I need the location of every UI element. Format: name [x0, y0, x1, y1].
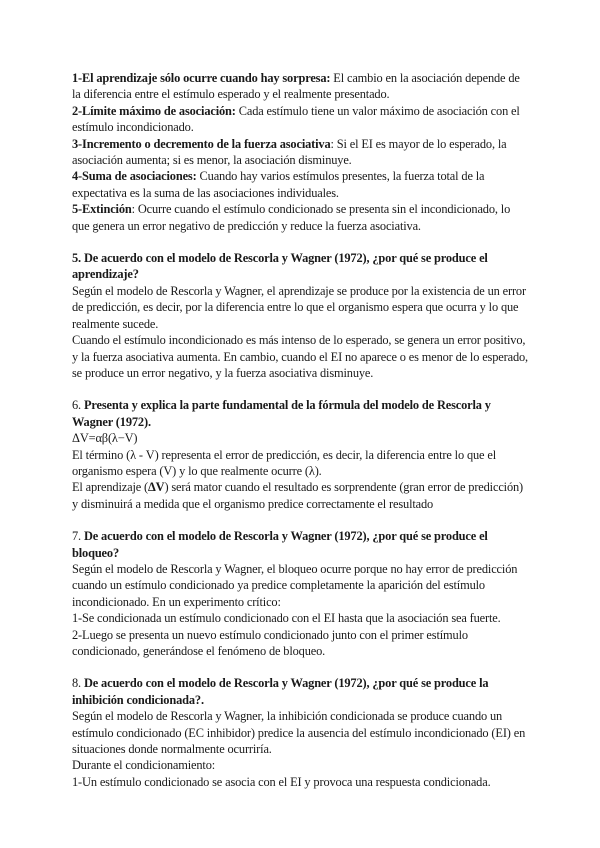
- question-6-title: [72, 397, 530, 430]
- delta-v-term: ΔV: [148, 480, 165, 495]
- principle-1-text: El cambio en la asociación depende de la diferencia entre el estímulo esperado y el realmente presentado.: [72, 71, 520, 102]
- principles-list: [72, 70, 530, 234]
- principle-2-text: Cada estímulo tiene un valor máximo de asociación con el estímulo incondicionado.: [72, 103, 520, 135]
- principle-3-heading: 3-Incremento o decremento de la fuerza asociativa: [72, 136, 331, 151]
- question-6-title-text: Presenta y explica la parte fundamental de la fórmula del modelo de Rescorla y Wagner (1972).: [72, 398, 491, 429]
- question-8-number: 8.: [72, 676, 84, 691]
- question-7-paragraph-3: 2-Luego se presenta un nuevo estímulo condicionado junto con el primer estímulo condicionado, generándose el fenómeno de bloqueo.: [72, 627, 468, 658]
- principle-4: [72, 168, 530, 201]
- question-7-paragraph-2: 1-Se condicionada un estímulo condicionado con el EI hasta que la asociación sea fuerte.: [72, 611, 501, 626]
- question-8-title: [72, 675, 530, 708]
- question-7-number: 7.: [72, 529, 84, 544]
- question-5-paragraph-1: Según el modelo de Rescorla y Wagner, el aprendizaje se produce por la existencia de un error de predicción, es decir, por la diferencia entre lo que el organismo espera que ocurra y lo que realmente sucede.: [72, 283, 526, 331]
- question-6-section: [72, 397, 530, 512]
- question-8-paragraph-1: Según el modelo de Rescorla y Wagner, la inhibición condicionada se produce cuando un estímulo condicionado (EC inhibidor) predice la ausencia del estímulo incondicionado (EI) en situaciones donde normalmente ocurriría.: [72, 709, 526, 757]
- principle-1: [72, 70, 530, 103]
- question-5-section: [72, 250, 530, 381]
- principle-2-heading: 2-Límite máximo de asociación:: [72, 103, 236, 118]
- question-7-section: [72, 528, 530, 659]
- document-page: [72, 70, 530, 790]
- principle-5: [72, 201, 530, 234]
- question-6-number: 6.: [72, 398, 84, 413]
- principle-3-text: : Si el EI es mayor de lo esperado, la asociación aumenta; si es menor, la asociación disminuye.: [72, 136, 507, 168]
- question-6-paragraph-1: El término (λ - V) representa el error de predicción, es decir, la diferencia entre lo que el organismo espera (V) y lo que realmente ocurre (λ).: [72, 447, 496, 478]
- principle-4-heading: 4-Suma de asociaciones:: [72, 169, 197, 184]
- question-8-paragraph-2: Durante el condicionamiento:: [72, 758, 216, 773]
- question-7-title: [72, 528, 530, 561]
- question-6-paragraph-2: El aprendizaje (ΔV) será mator cuando el resultado es sorprendente (gran error de predicción) y disminuirá a medida que el organismo predice correctamente el resultado: [72, 480, 524, 511]
- principle-5-heading: 5-Extinción: [72, 202, 132, 217]
- question-5-paragraph-2: Cuando el estímulo incondicionado es más intenso de lo esperado, se genera un error positivo, y la fuerza asociativa aumenta. En cambio, cuando el EI no aparece o es menor de lo esperado, se produce un error negativo, y la fuerza asociativa disminuye.: [72, 333, 528, 380]
- question-8-title-text: De acuerdo con el modelo de Rescorla y Wagner (1972), ¿por qué se produce la inhibición condicionada?.: [72, 676, 489, 707]
- principle-1-heading: 1-El aprendizaje sólo ocurre cuando hay sorpresa:: [72, 71, 331, 85]
- formula: ΔV=αβ(λ−V): [72, 431, 138, 446]
- principle-5-text: : Ocurre cuando el estímulo condicionado se presenta sin el incondicionado, lo que genera un error negativo de predicción y reduce la fuerza asociativa.: [72, 202, 511, 233]
- question-8-paragraph-3: 1-Un estímulo condicionado se asocia con el EI y provoca una respuesta condicionada.: [72, 774, 491, 789]
- question-5-title: 5. De acuerdo con el modelo de Rescorla y Wagner (1972), ¿por qué se produce el aprendizaje?: [72, 251, 488, 282]
- principle-3: [72, 136, 530, 169]
- question-7-paragraph-1: Según el modelo de Rescorla y Wagner, el bloqueo ocurre porque no hay error de predicción cuando un estímulo condicionado ya predice completamente la aparición del estímulo incondicionado. En un experimento crítico:: [72, 561, 518, 609]
- principle-2: [72, 103, 530, 136]
- question-7-title-text: De acuerdo con el modelo de Rescorla y Wagner (1972), ¿por qué se produce el bloqueo?: [72, 529, 488, 560]
- question-8-section: [72, 675, 530, 790]
- principle-4-text: Cuando hay varios estímulos presentes, la fuerza total de la expectativa es la suma de las asociaciones individuales.: [72, 169, 485, 200]
